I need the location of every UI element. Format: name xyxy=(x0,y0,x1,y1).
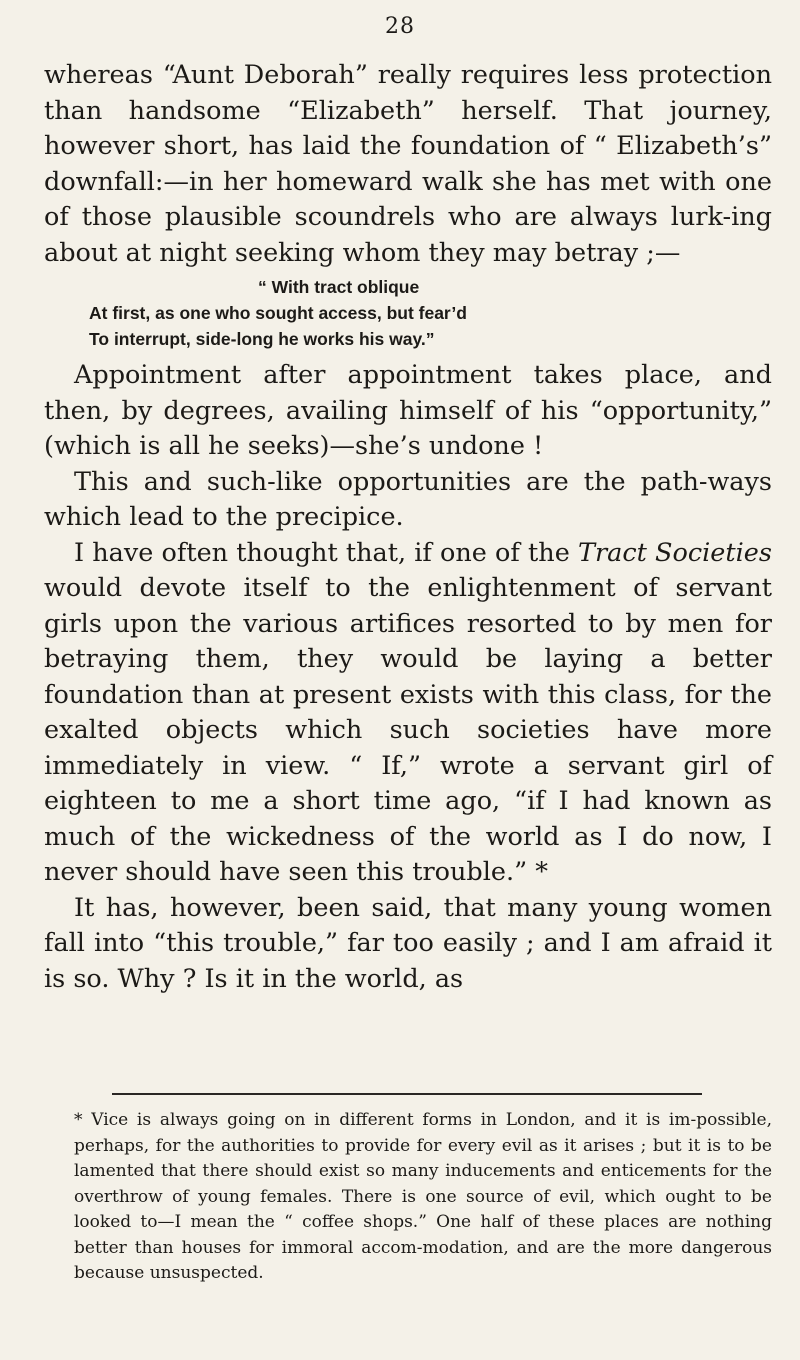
paragraph-1: whereas “Aunt Deborah” really requires less protection than handsome “Elizabeth” herself. That journey, however short, has laid the foundation of “ Elizabeth’s” downfall:—in her homeward walk she has met with one of those plausible scoundrels who are always lurk-ing about at night seeking whom they may betray ;— xyxy=(44,60,772,268)
footnote xyxy=(44,1108,772,1287)
verse-line-1: “ With tract oblique xyxy=(258,277,420,297)
verse-line-3: To interrupt, side-long he works his way.” xyxy=(89,329,435,349)
paragraph-4 xyxy=(44,536,772,891)
verse-line-2: At first, as one who sought access, but fear’d xyxy=(89,303,467,323)
paragraph-3: This and such-like opportunities are the path-ways which lead to the precipice. xyxy=(44,466,772,532)
footnote-text: * Vice is always going on in different forms in London, and it is im-possible, perhaps, for the authorities to provide for every evil as it arises ; but it is to be lamented that there should exist so many inducements and enticements for the overthrow of young females. There is one source of evil, which ought to be looked to—I mean the “ coffee shops.” One half of these places are nothing better than houses for immoral accom-modation, and are the more dangerous because unsuspected. xyxy=(74,1110,772,1283)
page-number: 28 xyxy=(385,14,415,39)
paragraph-5: It has, however, been said, that many young women fall into “this trouble,” far too easily ; and I am afraid it is so. Why ? Is it in the world, as xyxy=(44,892,772,994)
verse-quotation xyxy=(44,274,772,352)
paragraph-2: Appointment after appointment takes place, and then, by degrees, availing himself of his “opportunity,” (which is all he seeks)—she’s undone ! xyxy=(44,360,772,461)
paragraph-4-text-a: I have often thought that, if one of the xyxy=(74,537,578,568)
footnote-divider xyxy=(112,1093,702,1095)
main-text xyxy=(44,58,772,997)
paragraph-4-italic: Tract Societies xyxy=(577,537,772,568)
paragraph-4-text-b: would devote itself to the enlightenment of servant girls upon the various artifices resorted to by men for betraying them, they would be laying a better foundation than at present exists with this class, for the exalted objects which such societies have more immediately in view. “ If,” wrote a servant girl of eighteen to me a short time ago, “if I had known as much of the wickedness of the world as I do now, I never should have seen this trouble.” * xyxy=(44,573,772,887)
